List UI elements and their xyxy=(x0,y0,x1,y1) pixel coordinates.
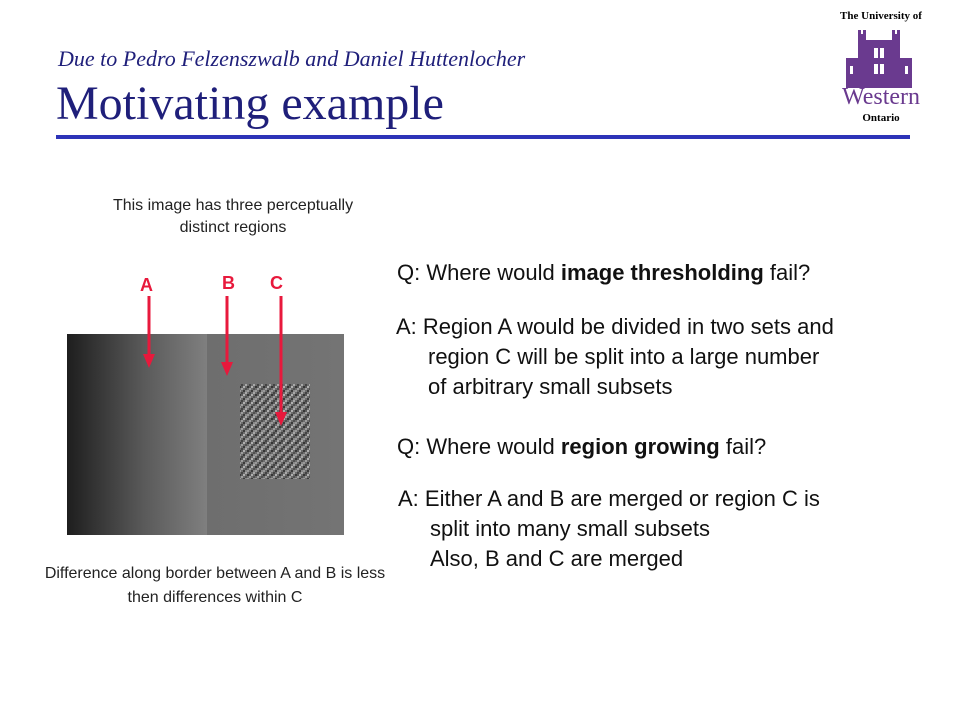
university-tower-icon xyxy=(846,30,912,88)
answer-line: Also, B and C are merged xyxy=(430,546,684,571)
answer-region-growing xyxy=(398,484,938,574)
answer-line: region C will be split into a large number xyxy=(428,344,820,369)
question-text: fail? xyxy=(719,434,767,459)
question-text: Q: Where would xyxy=(397,260,561,285)
region-label-b: B xyxy=(222,273,235,293)
question-text: fail? xyxy=(763,260,811,285)
example-image xyxy=(67,334,344,535)
logo-line1: The University of xyxy=(840,10,922,22)
answer-line: split into many small subsets xyxy=(430,516,710,541)
answer-line: of arbitrary small subsets xyxy=(428,374,673,399)
question-thresholding xyxy=(397,258,810,288)
slide-title: Motivating example xyxy=(56,77,444,130)
answer-line: A: Region A would be divided in two sets and xyxy=(396,314,834,339)
question-emphasis: image thresholding xyxy=(560,260,764,285)
figure-caption-top: This image has three perceptually distinct regions xyxy=(112,197,354,236)
title-divider xyxy=(56,135,910,139)
answer-line: A: Either A and B are merged or region C is xyxy=(398,486,820,511)
question-emphasis: region growing xyxy=(560,434,720,459)
region-label-a: A xyxy=(140,275,153,295)
logo-line2: Ontario xyxy=(862,112,900,124)
question-region-growing xyxy=(397,432,766,462)
slide-credit: Due to Pedro Felzenszwalb and Daniel Huttenlocher xyxy=(58,46,526,71)
logo-name: Western xyxy=(841,84,921,110)
question-text: Q: Where would xyxy=(397,434,561,459)
region-label-c: C xyxy=(270,273,283,293)
figure-caption-bottom: Difference along border between A and B is less then differences within C xyxy=(44,565,386,606)
answer-thresholding xyxy=(396,312,936,402)
